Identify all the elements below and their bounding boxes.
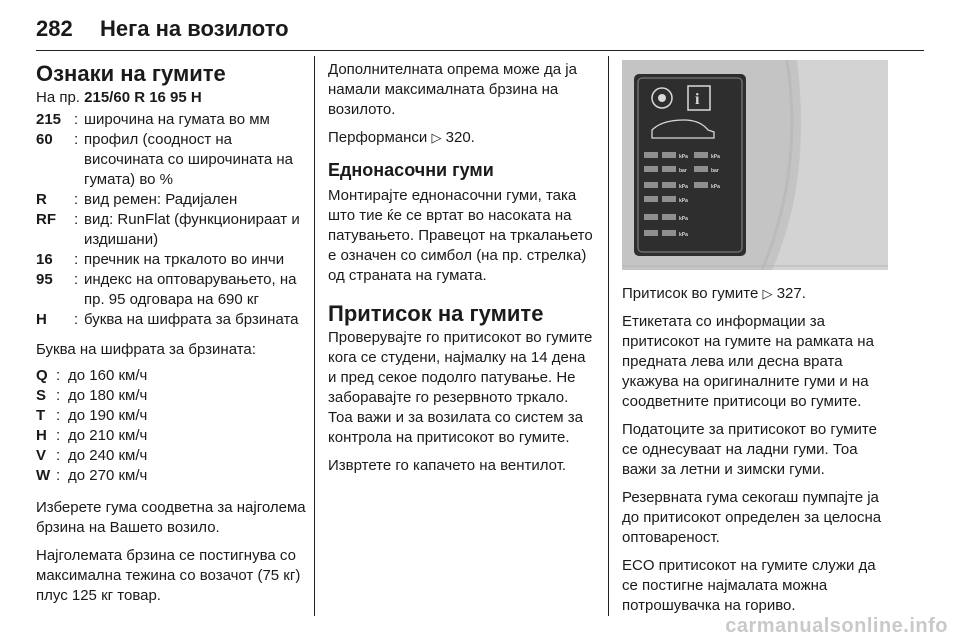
- definition-value: широчина на гумата во мм: [84, 111, 270, 128]
- column-3: [622, 60, 888, 624]
- svg-text:kPa: kPa: [679, 232, 688, 238]
- column-divider: [608, 56, 609, 616]
- definition-value: индекс на оптоварувањето, на пр. 95 одговара на 690 кг: [84, 271, 297, 308]
- paragraph: Проверувајте го притисокот во гумите кога се студени, најмалку на 14 дена и пред секое подолго патување. Не заборавајте го резервното тркало. Тоа важи и за возилата со систем за контрола на притисокот во гумите.: [328, 329, 593, 446]
- cross-reference-page[interactable]: 320.: [445, 129, 475, 146]
- definition-row: 95 : индекс на оптоварувањето, на пр. 95 одговара на 690 кг: [36, 270, 306, 310]
- speed-key: V: [36, 447, 47, 464]
- paragraph: Резервната гума секогаш пумпајте ја до притисокот определен за целосна оптовареност.: [622, 489, 882, 546]
- speed-code-list: [36, 366, 306, 486]
- speed-row: S : до 180 км/ч: [36, 387, 148, 404]
- section-heading-directional-tires: Еднонасочни гуми: [328, 160, 494, 180]
- arrow-right-icon: ▷: [762, 286, 773, 301]
- definition-row: RF : вид: RunFlat (функционираат и издишани): [36, 210, 306, 250]
- paragraph: Дополнителната опрема може да ја намали максималната брзина на возилото.: [328, 61, 577, 118]
- tire-pressure-label-illustration: [622, 60, 888, 270]
- column-1: [36, 60, 306, 614]
- definition-key: 215: [36, 111, 62, 128]
- svg-text:kPa: kPa: [679, 216, 688, 222]
- paragraph: Податоците за притисокот во гумите се однесуваат на ладни гуми. Тоа важи за летни и зимски гуми.: [622, 421, 877, 478]
- definition-key: 95: [36, 271, 53, 288]
- cross-reference: [328, 128, 596, 148]
- speed-row: W : до 270 км/ч: [36, 467, 148, 484]
- definition-value: буква на шифрата за брзината: [84, 311, 299, 328]
- cross-reference: [622, 284, 888, 304]
- speed-row: T : до 190 км/ч: [36, 407, 148, 424]
- watermark: carmanualsonline.info: [725, 615, 948, 637]
- definition-key: RF: [36, 211, 56, 228]
- definition-key: H: [36, 311, 47, 328]
- svg-text:kPa: kPa: [679, 198, 688, 204]
- definition-value: пречник на тркалото во инчи: [84, 251, 285, 268]
- definition-row: 16 : пречник на тркалото во инчи: [36, 250, 306, 270]
- page-title: Нега на возилото: [100, 16, 289, 41]
- speed-key: W: [36, 467, 51, 484]
- speed-key: S: [36, 387, 47, 404]
- definition-row: H : буква на шифрата за брзината: [36, 310, 306, 330]
- definition-value: вид: RunFlat (функционираат и издишани): [84, 211, 300, 248]
- speed-value: до 240 км/ч: [68, 447, 148, 464]
- definition-row: 215 : широчина на гумата во мм: [36, 110, 306, 130]
- svg-text:i: i: [695, 91, 700, 108]
- svg-text:bar: bar: [711, 168, 719, 174]
- speed-value: до 160 км/ч: [68, 367, 148, 384]
- arrow-right-icon: ▷: [431, 130, 442, 145]
- speed-value: до 190 км/ч: [68, 407, 148, 424]
- cross-reference-text: Притисок во гумите: [622, 285, 759, 302]
- paragraph: Најголемата брзина се постигнува со максимална тежина со возачот (75 кг) плус 125 кг товар.: [36, 547, 301, 604]
- speed-key: T: [36, 407, 46, 424]
- example-value: 215/60 R 16 95 H: [84, 89, 202, 106]
- svg-text:kPa: kPa: [679, 154, 688, 160]
- page-header: [36, 10, 924, 51]
- page-number: 282: [36, 16, 73, 41]
- speed-code-intro: Буква на шифрата за брзината:: [36, 341, 256, 358]
- paragraph: ECO притисокот на гумите служи да се постигне најмалата можна потрошувачка на гориво.: [622, 557, 876, 614]
- speed-value: до 270 км/ч: [68, 467, 148, 484]
- section-heading-tire-pressure: Притисок на гумите: [328, 301, 544, 326]
- definition-value: вид ремен: Радијален: [84, 191, 238, 208]
- definition-key: 16: [36, 251, 53, 268]
- definition-key: 60: [36, 131, 53, 148]
- speed-row: Q : до 160 км/ч: [36, 367, 148, 384]
- definition-row: 60 : профил (соодност на височината со широчината на гумата) во %: [36, 130, 306, 190]
- column-2: [328, 60, 596, 484]
- section-heading-tire-markings: Ознаки на гумите: [36, 61, 226, 86]
- speed-row: H : до 210 км/ч: [36, 427, 148, 444]
- speed-value: до 210 км/ч: [68, 427, 148, 444]
- example-line: [36, 88, 306, 108]
- tire-code-definitions: [36, 110, 306, 330]
- paragraph: Етикетата со информации за притисокот на гумите на рамката на предната лева или десна врата укажува на оригиналните гуми и на соодветните притисоци во гумите.: [622, 313, 874, 410]
- example-prefix: На пр.: [36, 89, 80, 106]
- svg-text:kPa: kPa: [711, 184, 720, 190]
- definition-key: R: [36, 191, 47, 208]
- column-divider: [314, 56, 315, 616]
- speed-value: до 180 км/ч: [68, 387, 148, 404]
- definition-value: профил (соодност на височината со широчината на гумата) во %: [84, 131, 294, 188]
- speed-key: Q: [36, 367, 48, 384]
- tire-pressure-sticker: [634, 74, 746, 256]
- speed-row: V : до 240 км/ч: [36, 447, 148, 464]
- svg-text:bar: bar: [679, 168, 687, 174]
- paragraph: Монтирајте еднонасочни гуми, така што тие ќе се вртат во насоката на патувањето. Правецот на тркалањето е означен со симбол (на пр. стрелка) од страната на гумата.: [328, 187, 593, 284]
- definition-row: R : вид ремен: Радијален: [36, 190, 306, 210]
- cross-reference-text: Перформанси: [328, 129, 428, 146]
- paragraph: Извртете го капачето на вентилот.: [328, 457, 567, 474]
- cross-reference-page[interactable]: 327.: [776, 285, 806, 302]
- paragraph: Изберете гума соодветна за најголема брзина на Вашето возило.: [36, 499, 306, 536]
- svg-text:kPa: kPa: [711, 154, 720, 160]
- svg-text:kPa: kPa: [679, 184, 688, 190]
- speed-key: H: [36, 427, 47, 444]
